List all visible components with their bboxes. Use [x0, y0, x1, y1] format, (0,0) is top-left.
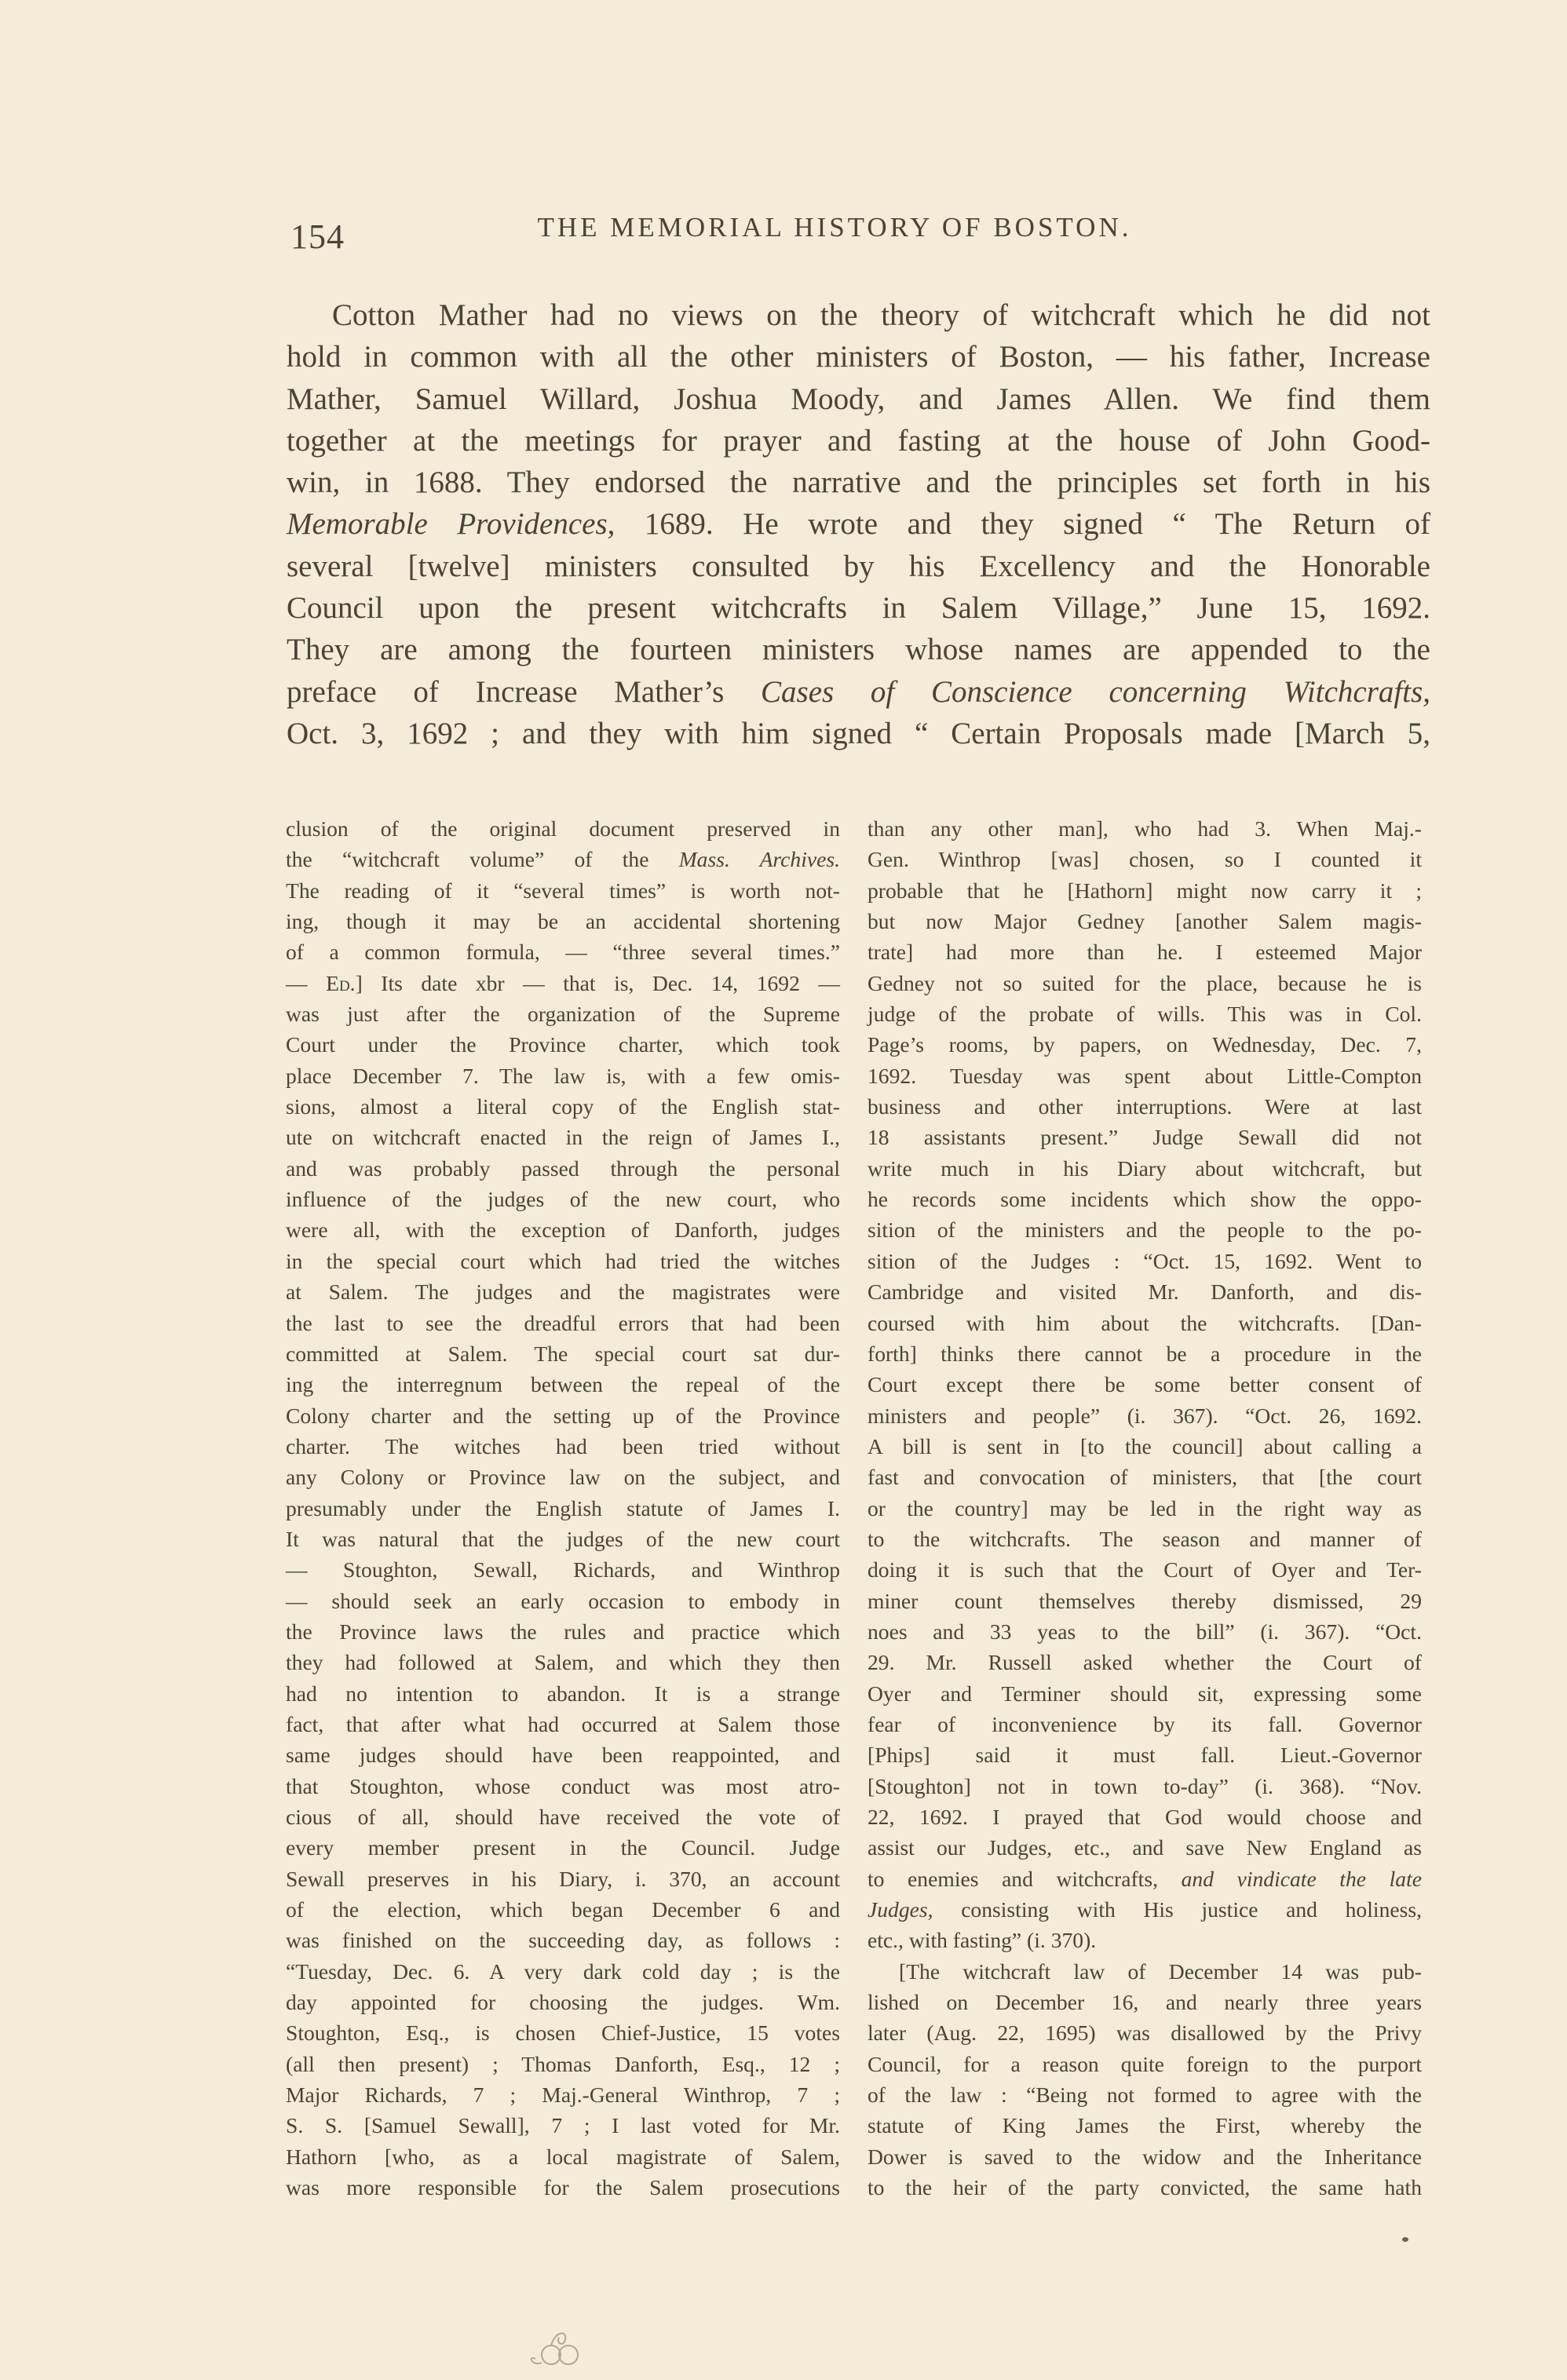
- text-segment: They are among the fourteen ministers whose names are appended to the: [287, 633, 1430, 667]
- text-line: [286, 968, 840, 998]
- text-segment: “Tuesday, Dec. 6. A very dark cold day ; is the: [286, 1958, 840, 1984]
- italic-title: Memorable Providences,: [287, 507, 615, 542]
- text-line: [868, 1616, 1422, 1647]
- text-segment: etc., with fasting” (i. 370).: [868, 1928, 1097, 1953]
- text-line: [287, 503, 1430, 545]
- print-speck: [1402, 2237, 1408, 2242]
- text-segment: Gedney not so suited for the place, because he is: [868, 970, 1422, 995]
- text-segment: the Province laws the rules and practice which: [286, 1619, 840, 1644]
- text-segment: were all, with the exception of Danforth, judges: [286, 1217, 840, 1243]
- text-line: [286, 1369, 840, 1400]
- text-segment: that Stoughton, whose conduct was most atro-: [286, 1773, 840, 1798]
- text-line: [868, 1647, 1422, 1677]
- text-segment: every member present in the Council. Judge: [286, 1835, 840, 1860]
- text-line: [286, 1246, 840, 1276]
- text-segment: A bill is sent in [to the council] about calling a: [868, 1433, 1422, 1458]
- text-line: [286, 906, 840, 936]
- text-line: [868, 998, 1422, 1029]
- text-line: [286, 1554, 840, 1585]
- text-segment: committed at Salem. The special court sat dur-: [286, 1341, 840, 1366]
- text-line: [286, 813, 840, 844]
- text-line: [286, 1462, 840, 1492]
- running-head-title: THE MEMORIAL HISTORY OF BOSTON.: [537, 212, 1132, 243]
- text-segment: assist our Judges, etc., and save New England as: [868, 1835, 1422, 1860]
- text-segment: sions, almost a literal copy of the English stat-: [286, 1094, 840, 1119]
- text-line: [868, 1308, 1422, 1338]
- text-line: [286, 1308, 840, 1338]
- text-line: [286, 2141, 840, 2172]
- text-segment: sition of the Judges : “Oct. 15, 1692. Went to: [868, 1248, 1422, 1273]
- text-line: [286, 1925, 840, 1955]
- text-line: [286, 1894, 840, 1925]
- text-line: [868, 1060, 1422, 1091]
- text-line: [286, 2079, 840, 2110]
- text-line: [287, 294, 1430, 336]
- page-number: 154: [290, 217, 345, 256]
- text-line: [286, 875, 840, 906]
- text-segment: lished on December 16, and nearly three years: [868, 1990, 1422, 2015]
- text-segment: the “witchcraft volume” of the: [286, 847, 679, 872]
- text-segment: was just after the organization of the Supreme: [286, 1002, 840, 1027]
- text-line: [868, 813, 1422, 844]
- text-segment: Court under the Province charter, which took: [286, 1032, 840, 1057]
- text-line: [286, 2172, 840, 2203]
- text-line: [868, 1091, 1422, 1122]
- text-line: [868, 1338, 1422, 1369]
- text-line: [287, 671, 1430, 713]
- text-line: [868, 1894, 1422, 1925]
- text-segment: place December 7. The law is, with a few omis-: [286, 1063, 840, 1088]
- text-segment: [Phips] said it must fall. Lieut.-Governor: [868, 1743, 1422, 1768]
- text-segment: influence of the judges of the new court, who: [286, 1187, 840, 1212]
- text-line: [286, 1029, 840, 1060]
- text-segment: Colony charter and the setting up of the Province: [286, 1403, 840, 1428]
- text-line: [286, 1184, 840, 1214]
- editor-mark: Ed.: [326, 970, 356, 995]
- text-segment: (all then present) ; Thomas Danforth, Esq., 12 ;: [286, 2051, 840, 2076]
- text-line: [286, 998, 840, 1029]
- main-paragraph: [287, 294, 1430, 754]
- text-line: [868, 1431, 1422, 1462]
- text-segment: at Salem. The judges and the magistrates were: [286, 1279, 840, 1305]
- text-line: [868, 1709, 1422, 1739]
- text-line: [868, 1276, 1422, 1307]
- text-line: [868, 2141, 1422, 2172]
- text-segment: Gen. Winthrop [was] chosen, so I counted it: [868, 847, 1422, 872]
- text-segment: presumably under the English statute of James I.: [286, 1495, 840, 1520]
- text-segment: [Stoughton] not in town to-day” (i. 368). “Nov.: [868, 1773, 1422, 1798]
- text-line: [287, 629, 1430, 670]
- text-line: [286, 1616, 840, 1647]
- text-line: [868, 1493, 1422, 1524]
- text-line: [868, 1029, 1422, 1060]
- text-line: [286, 1338, 840, 1369]
- text-line: [286, 1122, 840, 1152]
- text-segment: statute of King James the First, whereby the: [868, 2113, 1422, 2138]
- text-segment: than any other man], who had 3. When Maj.-: [868, 816, 1422, 841]
- text-segment: of the law : “Being not formed to agree with the: [868, 2082, 1422, 2108]
- text-line: [868, 1863, 1422, 1894]
- text-line: [868, 844, 1422, 874]
- text-segment: hold in common with all the other ministers of Boston, — his father, Increase: [287, 340, 1430, 374]
- text-segment: was finished on the succeeding day, as follows :: [286, 1928, 840, 1953]
- text-line: [286, 2049, 840, 2079]
- text-line: [868, 1771, 1422, 1801]
- text-line: [286, 1153, 840, 1184]
- text-segment: 22, 1692. I prayed that God would choose and: [868, 1805, 1422, 1829]
- text-line: [287, 336, 1430, 378]
- text-segment: had no intention to abandon. It is a strange: [286, 1681, 840, 1706]
- text-line: [868, 1184, 1422, 1214]
- text-segment: ] Its date xbr — that is, Dec. 14, 1692 —: [355, 970, 840, 995]
- text-line: [287, 587, 1430, 629]
- text-segment: coursed with him about the witchcrafts. [Dan-: [868, 1310, 1422, 1335]
- text-line: [868, 2110, 1422, 2141]
- text-segment: The reading of it “several times” is worth not-: [286, 878, 840, 903]
- text-segment: of the election, which began December 6 and: [286, 1897, 840, 1922]
- text-segment: in the special court which had tried the witches: [286, 1248, 840, 1273]
- text-line: [868, 968, 1422, 998]
- text-line: [287, 462, 1430, 503]
- text-line: [868, 1925, 1422, 1955]
- text-segment: — should seek an early occasion to embody in: [286, 1588, 840, 1613]
- right-column: [868, 813, 1422, 2203]
- text-line: [868, 1956, 1422, 1987]
- text-segment: 1689. He wrote and they signed “ The Return of: [615, 507, 1431, 542]
- text-line: [286, 2110, 840, 2141]
- text-line: [286, 1678, 840, 1709]
- text-segment: [The witchcraft law of December 14 was pub-: [899, 1958, 1422, 1984]
- text-line: [286, 1832, 840, 1863]
- text-segment: Stoughton, Esq., is chosen Chief-Justice, 15 votes: [286, 2020, 840, 2046]
- text-line: [868, 1586, 1422, 1616]
- text-segment: several [twelve] ministers consulted by his Excellency and the Honorable: [287, 549, 1430, 583]
- text-segment: same judges should have been reappointed, and: [286, 1743, 840, 1768]
- text-segment: preface of Increase Mather’s: [287, 674, 762, 709]
- text-segment: Dower is saved to the widow and the Inheritance: [868, 2144, 1422, 2169]
- text-line: [286, 844, 840, 874]
- text-segment: they had followed at Salem, and which they then: [286, 1650, 840, 1675]
- text-line: [287, 713, 1430, 754]
- text-line: [868, 2079, 1422, 2110]
- text-segment: and was probably passed through the personal: [286, 1155, 840, 1181]
- text-segment: to the witchcrafts. The season and manner of: [868, 1526, 1422, 1551]
- text-segment: Council upon the present witchcrafts in Salem Village,” June 15, 1692.: [287, 591, 1430, 626]
- text-line: [868, 1678, 1422, 1709]
- text-segment: or the country] may be led in the right way as: [868, 1495, 1422, 1520]
- text-segment: 29. Mr. Russell asked whether the Court of: [868, 1650, 1422, 1675]
- text-line: [286, 2017, 840, 2048]
- text-segment: sition of the ministers and the people to the po-: [868, 1217, 1422, 1243]
- text-line: [868, 1246, 1422, 1276]
- text-segment: business and other interruptions. Were at last: [868, 1094, 1422, 1119]
- text-segment: Court except there be some better consent of: [868, 1372, 1422, 1397]
- text-segment: 1692. Tuesday was spent about Little-Compton: [868, 1063, 1422, 1088]
- text-segment: any Colony or Province law on the subject, and: [286, 1465, 840, 1490]
- text-line: [286, 1771, 840, 1801]
- text-segment: cious of all, should have received the vote of: [286, 1805, 840, 1829]
- text-segment: charter. The witches had been tried without: [286, 1433, 840, 1458]
- text-line: [286, 1431, 840, 1462]
- text-segment: fact, that after what had occurred at Salem those: [286, 1711, 840, 1736]
- text-segment: — Stoughton, Sewall, Richards, and Winthrop: [286, 1557, 840, 1582]
- text-line: [286, 1956, 840, 1987]
- text-segment: write much in his Diary about witchcraft, but: [868, 1155, 1422, 1181]
- text-line: [286, 1987, 840, 2017]
- text-line: [286, 1709, 840, 1739]
- text-segment: clusion of the original document preserved in: [286, 816, 840, 841]
- italic-title: Mass. Archives.: [678, 847, 840, 872]
- text-line: [287, 546, 1430, 587]
- text-line: [868, 1554, 1422, 1585]
- printer-ornament-icon: [520, 2323, 606, 2378]
- text-segment: day appointed for choosing the judges. Wm.: [286, 1990, 840, 2015]
- text-segment: Oct. 3, 1692 ; and they with him signed “ Certain Proposals made [March 5,: [287, 716, 1430, 750]
- text-segment: Oyer and Terminer should sit, expressing some: [868, 1681, 1422, 1706]
- text-line: [286, 936, 840, 967]
- text-segment: Major Richards, 7 ; Maj.-General Winthrop, 7 ;: [286, 2082, 840, 2108]
- text-line: [868, 2017, 1422, 2048]
- text-line: [286, 1400, 840, 1431]
- text-line: [286, 1863, 840, 1894]
- text-line: [868, 1369, 1422, 1400]
- italic-title: Judges,: [868, 1897, 933, 1922]
- text-line: [868, 2172, 1422, 2203]
- text-segment: was more responsible for the Salem prosecutions: [286, 2175, 840, 2200]
- text-line: [868, 1122, 1422, 1152]
- text-segment: Cambridge and visited Mr. Danforth, and dis-: [868, 1279, 1422, 1305]
- text-segment: ing, though it may be an accidental shortening: [286, 909, 840, 934]
- text-segment: Council, for a reason quite foreign to the purport: [868, 2051, 1422, 2076]
- text-line: [287, 378, 1430, 420]
- text-segment: fear of inconvenience by its fall. Governor: [868, 1711, 1422, 1736]
- text-line: [868, 875, 1422, 906]
- text-segment: —: [286, 970, 327, 995]
- text-segment: he records some incidents which show the oppo-: [868, 1187, 1422, 1212]
- text-line: [868, 1832, 1422, 1863]
- text-segment: Sewall preserves in his Diary, i. 370, an account: [286, 1866, 840, 1891]
- text-line: [286, 1524, 840, 1554]
- text-line: [868, 1739, 1422, 1770]
- text-segment: ute on witchcraft enacted in the reign of James I.,: [286, 1125, 840, 1150]
- text-line: [868, 2049, 1422, 2079]
- text-segment: together at the meetings for prayer and fasting at the house of John Good-: [287, 423, 1430, 458]
- text-line: [868, 1214, 1422, 1245]
- text-segment: ministers and people” (i. 367). “Oct. 26, 1692.: [868, 1403, 1422, 1428]
- text-segment: trate] had more than he. I esteemed Major: [868, 940, 1422, 965]
- text-segment: Cotton Mather had no views on the theory of witchcraft which he did not: [332, 298, 1430, 332]
- text-segment: Mather, Samuel Willard, Joshua Moody, and James Allen. We find them: [287, 381, 1430, 416]
- text-line: [286, 1739, 840, 1770]
- text-segment: It was natural that the judges of the new court: [286, 1526, 840, 1551]
- text-line: [868, 906, 1422, 936]
- text-segment: Page’s rooms, by papers, on Wednesday, Dec. 7,: [868, 1032, 1422, 1057]
- text-segment: later (Aug. 22, 1695) was disallowed by the Privy: [868, 2020, 1422, 2046]
- text-line: [868, 1524, 1422, 1554]
- text-line: [287, 420, 1430, 462]
- text-line: [868, 936, 1422, 967]
- text-segment: noes and 33 yeas to the bill” (i. 367). “Oct.: [868, 1619, 1422, 1644]
- text-line: [286, 1091, 840, 1122]
- text-line: [286, 1493, 840, 1524]
- text-line: [286, 1060, 840, 1091]
- text-line: [868, 1462, 1422, 1492]
- text-line: [868, 1987, 1422, 2017]
- text-segment: forth] thinks there cannot be a procedure in the: [868, 1341, 1422, 1366]
- text-segment: the last to see the dreadful errors that had been: [286, 1310, 840, 1335]
- italic-title: and vindicate the late: [1181, 1866, 1422, 1891]
- text-line: [868, 1801, 1422, 1832]
- text-line: [286, 1586, 840, 1616]
- text-segment: to the heir of the party convicted, the same hath: [868, 2175, 1422, 2200]
- text-line: [868, 1153, 1422, 1184]
- text-segment: S. S. [Samuel Sewall], 7 ; I last voted for Mr.: [286, 2113, 840, 2138]
- text-line: [868, 1400, 1422, 1431]
- text-segment: to enemies and witchcrafts,: [868, 1866, 1182, 1891]
- text-segment: of a common formula, — “three several times.”: [286, 940, 840, 965]
- text-segment: probable that he [Hathorn] might now carry it ;: [868, 878, 1422, 903]
- text-segment: miner count themselves thereby dismissed, 29: [868, 1588, 1422, 1613]
- text-segment: judge of the probate of wills. This was in Col.: [868, 1002, 1422, 1027]
- text-line: [286, 1276, 840, 1307]
- text-segment: 18 assistants present.” Judge Sewall did not: [868, 1125, 1422, 1150]
- left-column: [286, 813, 840, 2203]
- text-segment: Hathorn [who, as a local magistrate of Salem,: [286, 2144, 840, 2169]
- text-segment: doing it is such that the Court of Oyer and Ter-: [868, 1557, 1422, 1582]
- text-segment: fast and convocation of ministers, that [the court: [868, 1465, 1422, 1490]
- text-line: [286, 1647, 840, 1677]
- text-segment: consisting with His justice and holiness,: [933, 1897, 1422, 1922]
- italic-title: Cases of Conscience concerning Witchcrafts,: [761, 674, 1430, 709]
- text-segment: win, in 1688. They endorsed the narrative and the principles set forth in his: [287, 465, 1430, 500]
- text-segment: but now Major Gedney [another Salem magis-: [868, 909, 1422, 934]
- text-line: [286, 1801, 840, 1832]
- text-segment: ing the interregnum between the repeal of the: [286, 1372, 840, 1397]
- text-line: [286, 1214, 840, 1245]
